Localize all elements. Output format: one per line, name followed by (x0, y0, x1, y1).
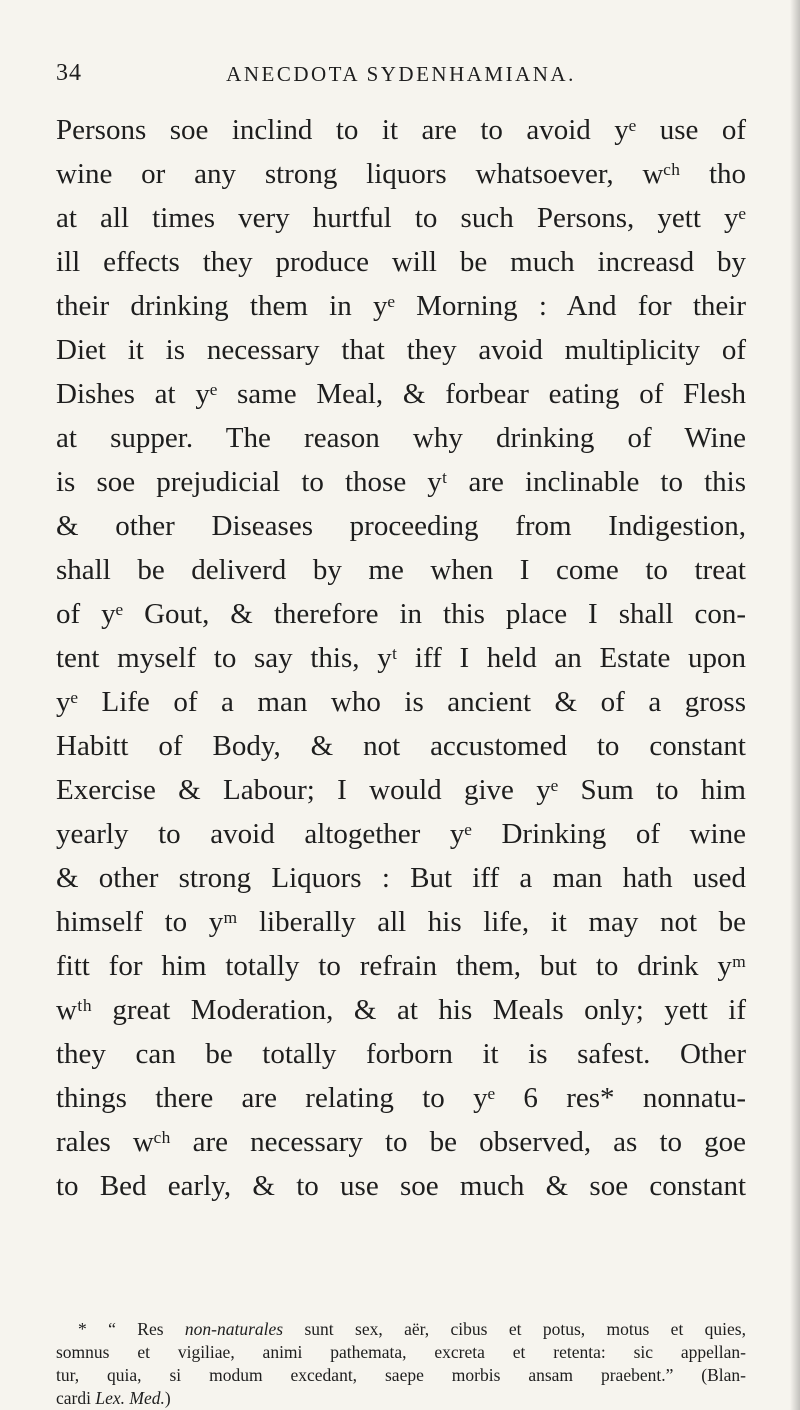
footnote-citation: Lex. Med. (95, 1388, 165, 1408)
text-line: wᵗʰ great Moderation, & at his Meals only; yett if (56, 994, 746, 1026)
footnote-line: tur, quia, si modum excedant, saepe morbis ansam praebent.” (Blan- (56, 1365, 746, 1385)
text-line: they can be totally forborn it is safest. Other (56, 1038, 746, 1070)
text-line: tent myself to say this, yᵗ iff I held an Estate upon (56, 642, 746, 674)
text-line: yearly to avoid altogether yᵉ Drinking of wine (56, 818, 746, 850)
page-number: 34 (56, 60, 82, 86)
text-line: at supper. The reason why drinking of Wine (56, 422, 746, 454)
text-line: shall be deliverd by me when I come to treat (56, 554, 746, 586)
footnote-italic-term: non-naturales (184, 1319, 284, 1339)
text-line: fitt for him totally to refrain them, but to drink yᵐ (56, 950, 746, 982)
text-line: ill effects they produce will be much increasd by (56, 246, 746, 278)
footnote-line: somnus et vigiliae, animi pathemata, excreta et retenta: sic appellan- (56, 1342, 746, 1362)
text-line: is soe prejudicial to those yᵗ are inclinable to this (56, 466, 746, 498)
text-line: wine or any strong liquors whatsoever, wᶜʰ tho (56, 158, 746, 190)
text-line: of yᵉ Gout, & therefore in this place I shall con- (56, 598, 746, 630)
text-line: & other strong Liquors : But iff a man hath used (56, 862, 746, 894)
footnote (56, 1318, 746, 1410)
text-line: himself to yᵐ liberally all his life, it may not be (56, 906, 746, 938)
text-line: Persons soe inclind to it are to avoid yᵉ use of (56, 114, 746, 146)
footnote-text: ) (164, 1388, 171, 1408)
page-edge-shadow (790, 0, 800, 1410)
running-title: ANECDOTA SYDENHAMIANA. (226, 62, 576, 86)
text-line: rales wᶜʰ are necessary to be observed, as to goe (56, 1126, 746, 1158)
body-text (56, 108, 746, 1208)
text-line: Exercise & Labour; I would give yᵉ Sum to him (56, 774, 746, 806)
footnote-line (56, 1387, 746, 1410)
text-line: their drinking them in yᵉ Morning : And for their (56, 290, 746, 322)
text-line: at all times very hurtful to such Persons, yett yᵉ (56, 202, 746, 234)
text-line: & other Diseases proceeding from Indigestion, (56, 510, 746, 542)
footnote-text: * “ Res (78, 1319, 185, 1339)
footnote-line (56, 1318, 746, 1341)
footnote-text: cardi (56, 1388, 96, 1408)
text-line: to Bed early, & to use soe much & soe constant (56, 1170, 746, 1202)
text-line: things there are relating to yᵉ 6 res* nonnatu- (56, 1082, 746, 1114)
text-line: Dishes at yᵉ same Meal, & forbear eating of Flesh (56, 378, 746, 410)
footnote-text: sunt sex, aër, cibus et potus, motus et quies, (283, 1319, 746, 1339)
text-line: Diet it is necessary that they avoid multiplicity of (56, 334, 746, 366)
page-header (56, 60, 746, 100)
text-line: yᵉ Life of a man who is ancient & of a gross (56, 686, 746, 718)
text-line: Habitt of Body, & not accustomed to constant (56, 730, 746, 762)
